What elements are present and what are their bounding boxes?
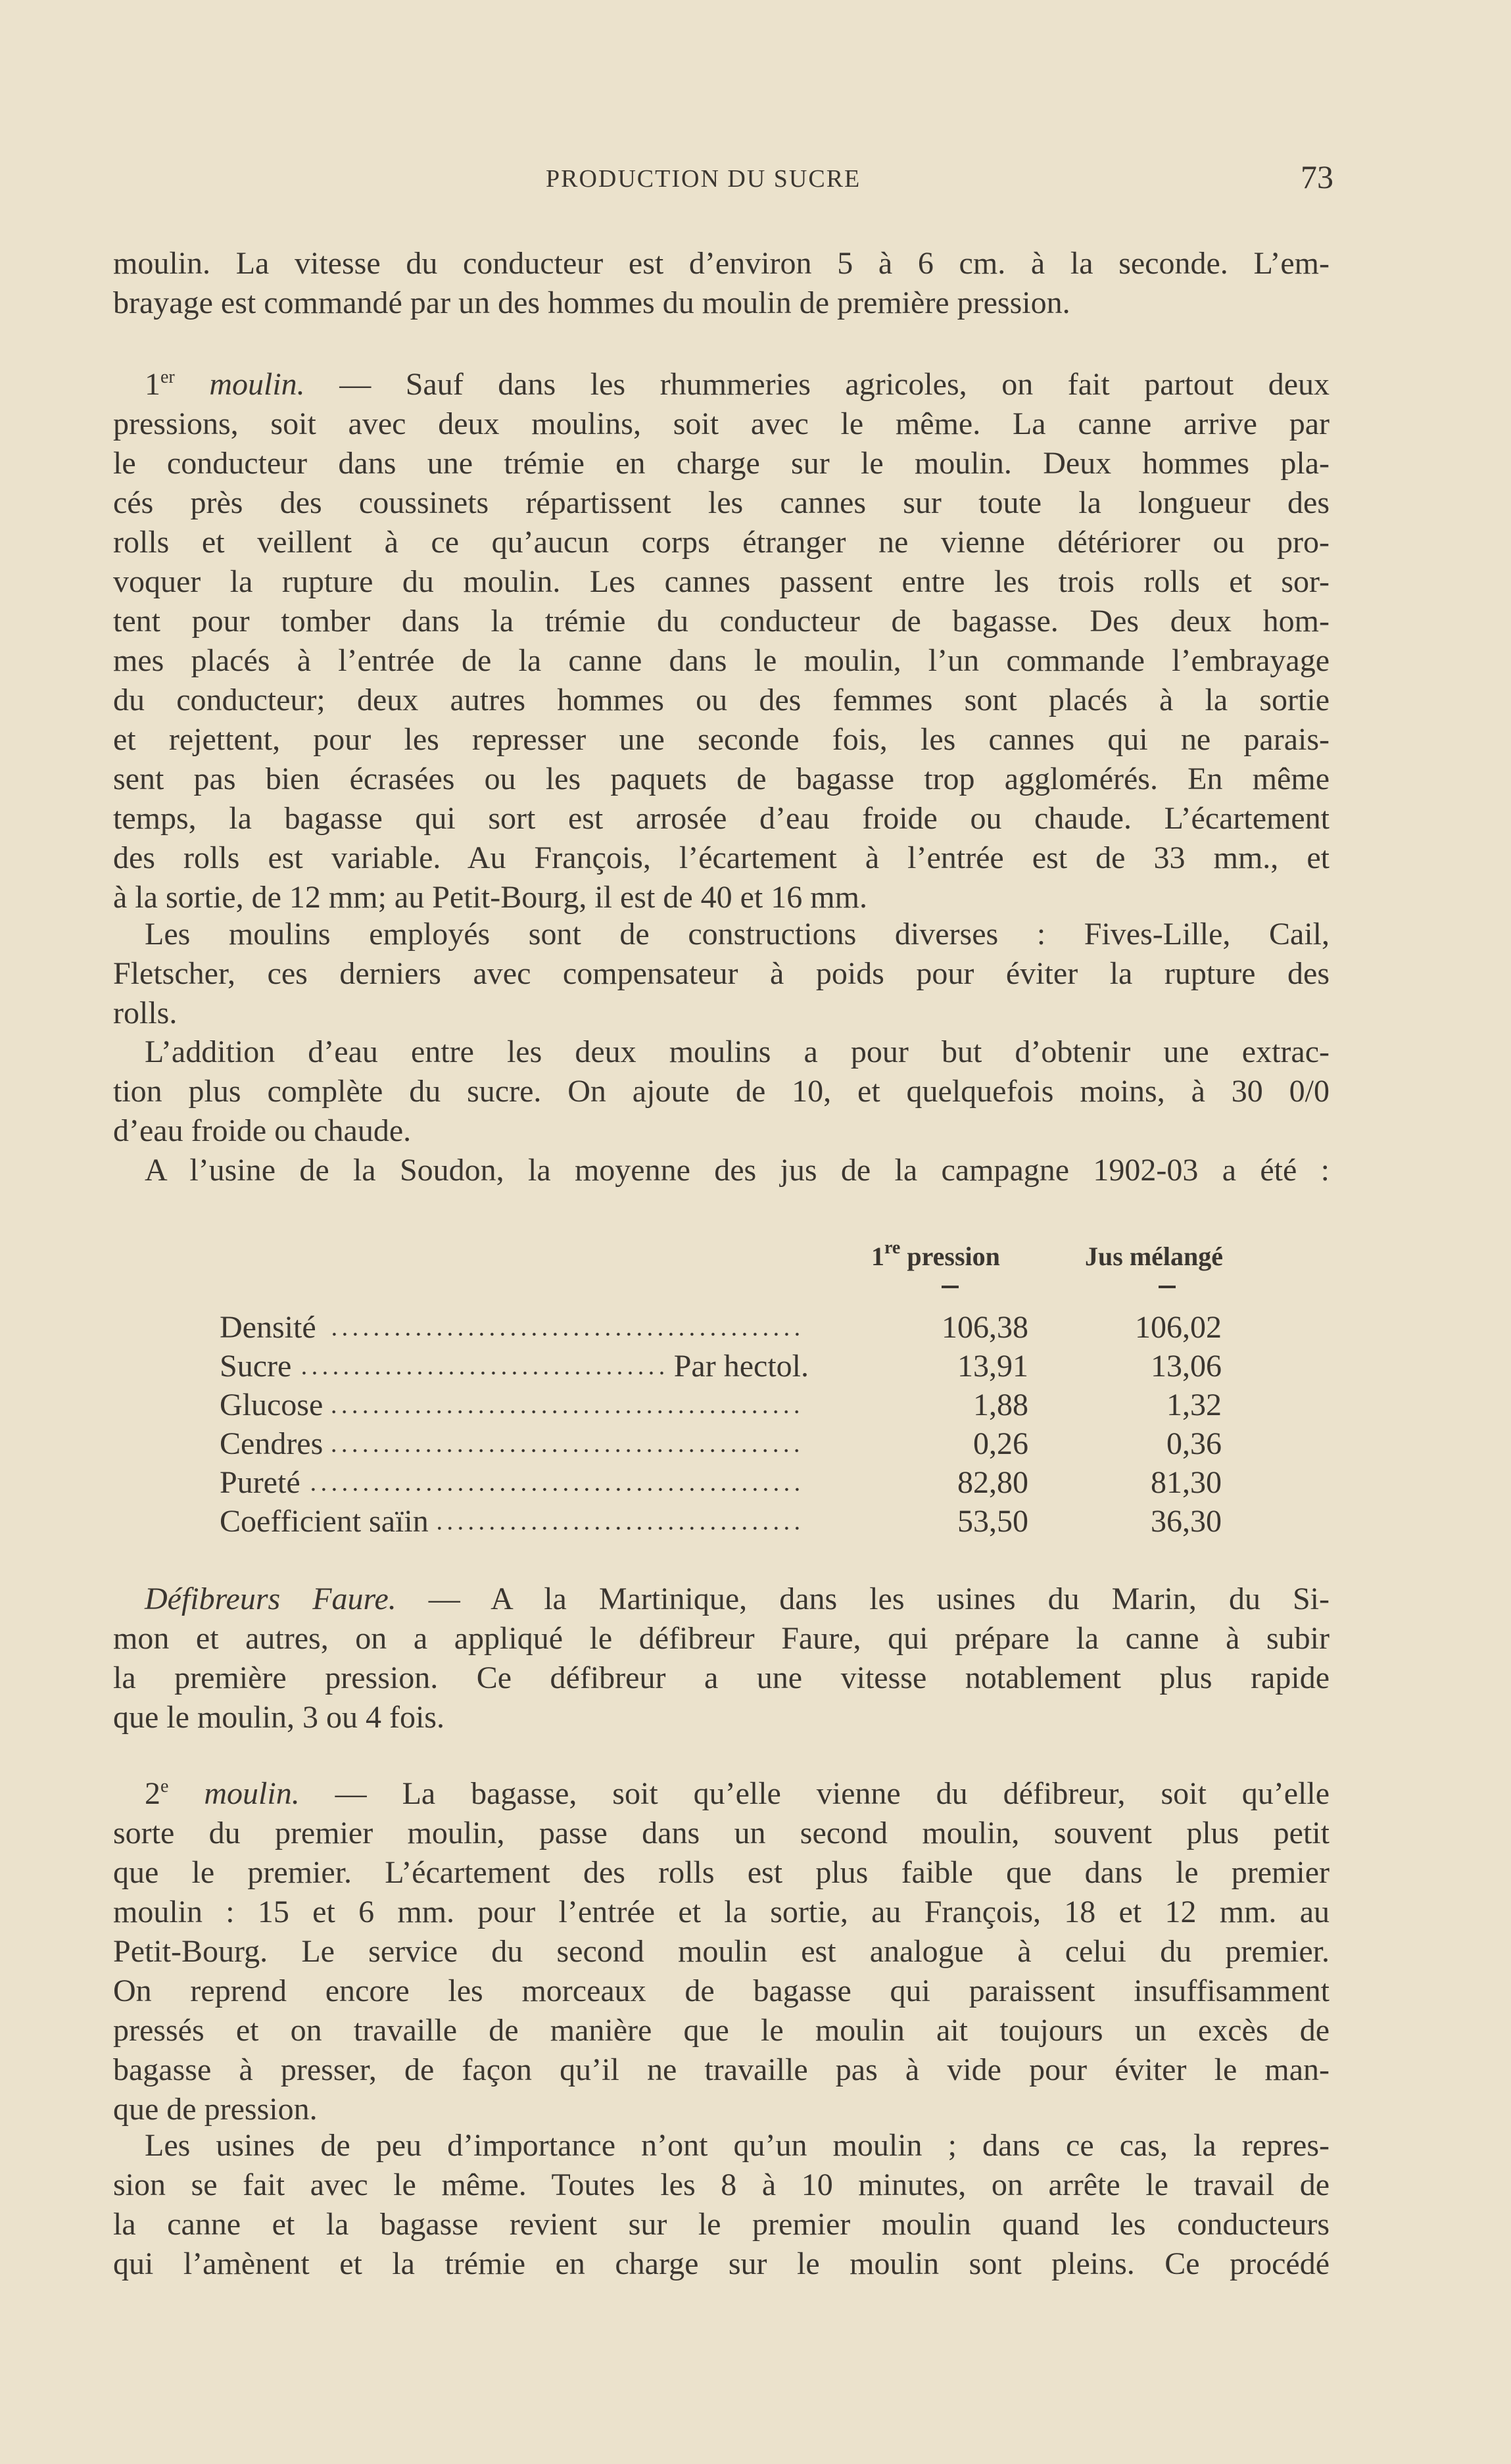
row-unit: Par hectol. bbox=[673, 1349, 809, 1384]
paragraph bbox=[113, 2126, 1330, 2284]
row-label: Pureté bbox=[220, 1465, 300, 1500]
text-line bbox=[113, 2050, 1330, 2090]
text-line bbox=[113, 1814, 1330, 1853]
text-line bbox=[113, 1072, 1330, 1111]
paragraph bbox=[113, 365, 1330, 917]
text-line bbox=[113, 838, 1330, 878]
leader-dots bbox=[332, 1446, 802, 1455]
text-line bbox=[113, 1774, 1330, 1814]
mixed-juice-value: 13,06 bbox=[1151, 1349, 1222, 1384]
paragraph bbox=[113, 915, 1330, 1033]
row-label-cell bbox=[220, 1502, 809, 1541]
text-line bbox=[113, 404, 1330, 444]
line-text: qui l’amènent et la trémie en charge sur le moulin sont pleins. Ce procédé bbox=[113, 2246, 1330, 2281]
text-line bbox=[113, 641, 1330, 681]
line-text: pressions, soit avec deux moulins, soit avec le même. La canne arrive par bbox=[113, 406, 1330, 441]
row-label: Sucre bbox=[220, 1349, 292, 1384]
table-row bbox=[220, 1463, 1226, 1502]
text-line bbox=[113, 878, 1330, 917]
text-line bbox=[113, 1032, 1330, 1072]
table-row bbox=[220, 1502, 1226, 1541]
line-text: rolls et veillent à ce qu’aucun corps étranger ne vienne détériorer ou pro- bbox=[113, 525, 1330, 560]
text-line bbox=[113, 244, 1330, 283]
text-line bbox=[113, 1111, 1330, 1151]
row-label: Cendres bbox=[220, 1426, 324, 1461]
text-line bbox=[113, 483, 1330, 523]
text-line bbox=[113, 2126, 1330, 2165]
section-title: moulin. bbox=[204, 1776, 300, 1811]
paragraph bbox=[113, 1032, 1330, 1151]
line-text: la canne et la bagasse revient sur le premier moulin quand les conducteurs bbox=[113, 2207, 1330, 2242]
row-label: Densité bbox=[220, 1310, 316, 1345]
leader-dots bbox=[300, 1368, 667, 1378]
first-pressing-value: 0,26 bbox=[973, 1426, 1028, 1461]
line-text: Petit-Bourg. Le service du second moulin est analogue à celui du premier. bbox=[113, 1934, 1330, 1969]
line-text: mon et autres, on a appliqué le défibreur Faure, qui prépare la canne à subir bbox=[113, 1621, 1330, 1656]
line-text: le conducteur dans une trémie en charge sur le moulin. Deux hommes pla- bbox=[113, 446, 1330, 481]
line-text: que de pression. bbox=[113, 2092, 318, 2127]
line-text: des rolls est variable. Au François, l’écartement à l’entrée est de 33 mm., et bbox=[113, 840, 1330, 875]
text-line bbox=[113, 2090, 1330, 2129]
text-line bbox=[113, 283, 1330, 323]
text-line bbox=[113, 1893, 1330, 1932]
line-text: brayage est commandé par un des hommes du moulin de première pression. bbox=[113, 285, 1070, 320]
table-row bbox=[220, 1386, 1226, 1424]
text-line bbox=[113, 1580, 1330, 1619]
text-line bbox=[113, 2244, 1330, 2284]
table-header-first-pressing bbox=[871, 1237, 1000, 1276]
line-text: pressés et on travaille de manière que le moulin ait toujours un excès de bbox=[113, 2013, 1330, 2048]
line-text: et rejettent, pour les represser une seconde fois, les cannes qui ne parais- bbox=[113, 722, 1330, 757]
line-text: temps, la bagasse qui sort est arrosée d’eau froide ou chaude. L’écartement bbox=[113, 801, 1330, 836]
row-label: Glucose bbox=[220, 1388, 324, 1422]
mixed-juice-value: 0,36 bbox=[1166, 1426, 1222, 1461]
line-text: que le premier. L’écartement des rolls est plus faible que dans le premier bbox=[113, 1855, 1330, 1890]
section-number: 1 bbox=[145, 367, 160, 402]
line-text: bagasse à presser, de façon qu’il ne travaille pas à vide pour éviter le man- bbox=[113, 2052, 1330, 2087]
text-line bbox=[113, 1151, 1330, 1190]
text-line bbox=[113, 1619, 1330, 1658]
text-line bbox=[113, 720, 1330, 760]
row-label-cell bbox=[220, 1463, 809, 1502]
page-number: 73 bbox=[1301, 158, 1333, 195]
header-text: pression bbox=[900, 1242, 1000, 1271]
text-line bbox=[113, 2165, 1330, 2205]
text-line bbox=[113, 681, 1330, 720]
table-row bbox=[220, 1347, 1226, 1386]
row-label: Coefficient saïin bbox=[220, 1504, 429, 1539]
section-title: Défibreurs Faure. bbox=[145, 1582, 396, 1616]
header-sup: re bbox=[884, 1238, 901, 1258]
line-text: — La bagasse, soit qu’elle vienne du défibreur, soit qu’elle bbox=[299, 1776, 1330, 1811]
text-line bbox=[113, 523, 1330, 562]
leader-dots bbox=[332, 1407, 802, 1416]
ordinal-suffix: e bbox=[160, 1776, 169, 1797]
header-dash-1 bbox=[942, 1286, 959, 1288]
table-header-mixed-juice: Jus mélangé bbox=[1085, 1242, 1223, 1271]
table-row bbox=[220, 1308, 1226, 1347]
line-text: tent pour tomber dans la trémie du conducteur de bagasse. Des deux hom- bbox=[113, 604, 1330, 639]
paragraph bbox=[113, 1151, 1330, 1190]
text-line bbox=[113, 444, 1330, 483]
line-text: L’addition d’eau entre les deux moulins a pour but d’obtenir une extrac- bbox=[145, 1034, 1330, 1069]
line-text: tion plus complète du sucre. On ajoute de 10, et quelquefois moins, à 30 0/0 bbox=[113, 1074, 1330, 1109]
leader-dots bbox=[325, 1330, 802, 1339]
section-number: 2 bbox=[145, 1776, 160, 1811]
line-text: la première pression. Ce défibreur a une vitesse notablement plus rapide bbox=[113, 1660, 1330, 1695]
line-text: du conducteur; deux autres hommes ou des femmes sont placés à la sortie bbox=[113, 683, 1330, 717]
line-text: — A la Martinique, dans les usines du Marin, du Si- bbox=[396, 1582, 1330, 1616]
first-pressing-value: 1,88 bbox=[973, 1388, 1028, 1422]
text-line bbox=[113, 1853, 1330, 1893]
paragraph bbox=[113, 1774, 1330, 2129]
line-text: Les moulins employés sont de constructions diverses : Fives-Lille, Cail, bbox=[145, 917, 1330, 952]
text-line bbox=[113, 562, 1330, 602]
mixed-juice-value: 1,32 bbox=[1166, 1388, 1222, 1422]
first-pressing-value: 13,91 bbox=[957, 1349, 1028, 1384]
text-line bbox=[113, 915, 1330, 954]
line-text: voquer la rupture du moulin. Les cannes passent entre les trois rolls et sor- bbox=[113, 564, 1330, 599]
running-title: PRODUCTION DU SUCRE bbox=[546, 165, 861, 193]
row-label-cell bbox=[220, 1424, 809, 1463]
text-line bbox=[113, 1971, 1330, 2011]
leader-dots bbox=[438, 1524, 802, 1533]
line-text: mes placés à l’entrée de la canne dans le moulin, l’un commande l’embrayage bbox=[113, 643, 1330, 678]
row-label-cell bbox=[220, 1347, 809, 1386]
first-pressing-value: 82,80 bbox=[957, 1465, 1028, 1500]
text-line bbox=[113, 760, 1330, 799]
line-text: Fletscher, ces derniers avec compensateur à poids pour éviter la rupture des bbox=[113, 956, 1330, 991]
text-line bbox=[113, 1658, 1330, 1698]
text-line bbox=[113, 1932, 1330, 1971]
paragraph bbox=[113, 1580, 1330, 1737]
line-text: que le moulin, 3 ou 4 fois. bbox=[113, 1700, 444, 1735]
header-num: 1 bbox=[871, 1242, 884, 1271]
text-line bbox=[113, 1698, 1330, 1737]
line-text: moulin. La vitesse du conducteur est d’environ 5 à 6 cm. à la seconde. L’em- bbox=[113, 246, 1330, 281]
line-text: sent pas bien écrasées ou les paquets de bagasse trop agglomérés. En même bbox=[113, 761, 1330, 796]
text-line bbox=[113, 365, 1330, 404]
text-line bbox=[113, 994, 1330, 1033]
first-pressing-value: 53,50 bbox=[957, 1504, 1028, 1539]
line-text: à la sortie, de 12 mm; au Petit-Bourg, il est de 40 et 16 mm. bbox=[113, 880, 867, 915]
line-text: Les usines de peu d’importance n’ont qu’un moulin ; dans ce cas, la repres- bbox=[145, 2128, 1330, 2163]
line-text: — Sauf dans les rhummeries agricoles, on fait partout deux bbox=[304, 367, 1330, 402]
line-text: cés près des coussinets répartissent les cannes sur toute la longueur des bbox=[113, 485, 1330, 520]
line-text: sorte du premier moulin, passe dans un second moulin, souvent plus petit bbox=[113, 1816, 1330, 1850]
mixed-juice-value: 36,30 bbox=[1151, 1504, 1222, 1539]
line-text: d’eau froide ou chaude. bbox=[113, 1113, 412, 1148]
line-text: moulin : 15 et 6 mm. pour l’entrée et la sortie, au François, 18 et 12 mm. au bbox=[113, 1895, 1330, 1929]
row-label-cell bbox=[220, 1308, 809, 1347]
line-text: rolls. bbox=[113, 996, 178, 1030]
line-text: On reprend encore les morceaux de bagasse qui paraissent insuffisamment bbox=[113, 1973, 1330, 2008]
first-pressing-value: 106,38 bbox=[942, 1310, 1028, 1345]
text-line bbox=[113, 954, 1330, 994]
line-text: sion se fait avec le même. Toutes les 8 à 10 minutes, on arrête le travail de bbox=[113, 2167, 1330, 2202]
section-title: moulin. bbox=[209, 367, 305, 402]
leader-dots bbox=[310, 1485, 802, 1494]
text-line bbox=[113, 2011, 1330, 2050]
ordinal-suffix: er bbox=[160, 367, 175, 387]
text-line bbox=[113, 602, 1330, 641]
paragraph bbox=[113, 244, 1330, 323]
text-line bbox=[113, 2205, 1330, 2244]
text-line bbox=[113, 799, 1330, 838]
table-row bbox=[220, 1424, 1226, 1463]
mixed-juice-value: 81,30 bbox=[1151, 1465, 1222, 1500]
line-text: A l’usine de la Soudon, la moyenne des jus de la campagne 1902-03 a été : bbox=[145, 1153, 1330, 1188]
row-label-cell bbox=[220, 1386, 809, 1424]
mixed-juice-value: 106,02 bbox=[1135, 1310, 1222, 1345]
header-dash-2 bbox=[1159, 1286, 1176, 1288]
